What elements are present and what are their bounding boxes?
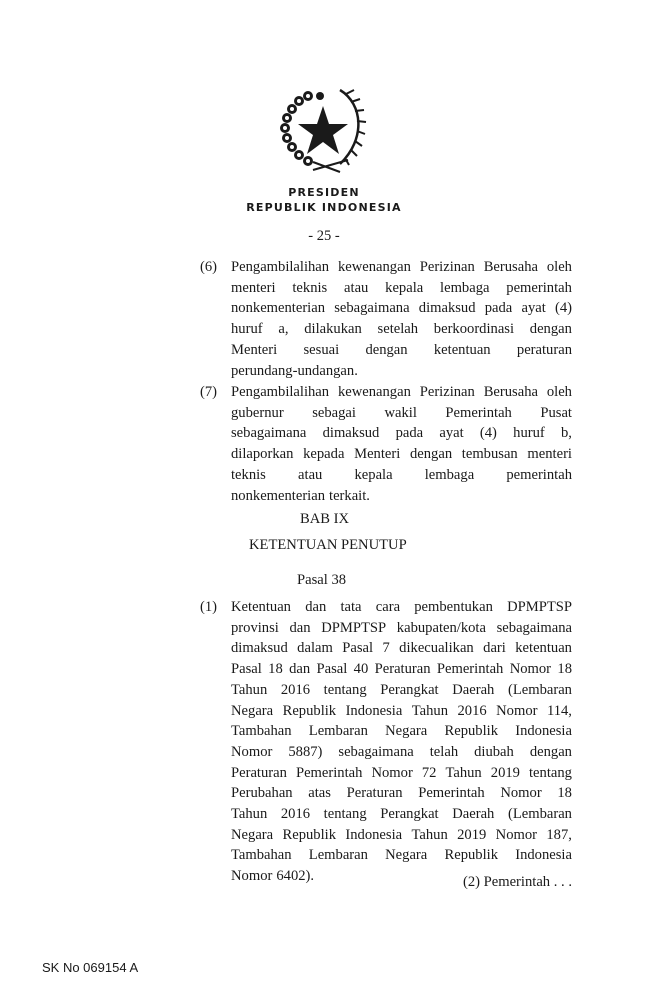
word: Pusat (540, 404, 572, 421)
word: tentang (323, 681, 367, 698)
text-line (231, 444, 572, 465)
text-line (231, 423, 572, 444)
text-line (231, 319, 572, 340)
word: terkait. (329, 487, 370, 504)
word: (Lembaran (507, 806, 572, 823)
word: oleh (546, 259, 572, 275)
word: kepala (354, 466, 393, 483)
word: dari (483, 640, 506, 657)
word: dan (305, 599, 327, 615)
word: Nomor (371, 764, 413, 781)
word: Nomor (496, 702, 538, 719)
word: Daerah (452, 681, 495, 698)
word: huruf (231, 321, 263, 338)
word: Republik (444, 847, 498, 864)
word: berkoordinasi (433, 321, 515, 338)
word: nonkementerian (231, 487, 326, 504)
word: 18 (557, 661, 572, 678)
word: dimaksud (231, 640, 288, 657)
word: lembaga (440, 279, 490, 296)
paragraph-1 (200, 597, 572, 887)
word: Lembaran (308, 847, 368, 864)
word: Nomor (231, 868, 273, 885)
text-line (231, 618, 572, 639)
word: 2019 (490, 764, 520, 781)
word: Negara (231, 826, 274, 843)
word: perundang-undangan. (231, 362, 358, 379)
word: dimaksud (322, 425, 380, 442)
word: 6402). (276, 868, 315, 885)
word: Perizinan (419, 259, 475, 275)
word: Negara (231, 702, 274, 719)
text-line (231, 845, 572, 866)
word: Menteri (231, 341, 278, 358)
word: a, (278, 321, 289, 338)
word: ketentuan (515, 640, 572, 657)
paragraph-number: (6) (200, 259, 218, 275)
word: Daerah (452, 806, 495, 823)
word: pemerintah (506, 466, 572, 483)
word: 18 (268, 661, 283, 678)
text-line (231, 382, 572, 403)
paragraph-number: (1) (200, 599, 218, 615)
word: menteri (231, 279, 276, 296)
word: 2016 (280, 681, 311, 698)
word: atau (344, 279, 369, 296)
word: 2016 (457, 702, 487, 719)
word: tentang (323, 806, 367, 823)
word: sesuai (303, 341, 340, 358)
word: 2019 (457, 826, 487, 843)
word: Tahun (445, 764, 482, 781)
word: Republik (282, 826, 337, 843)
word: dalam (297, 640, 333, 657)
paragraph-number: (7) (200, 384, 218, 400)
word: ayat (439, 425, 464, 442)
text-line (231, 340, 572, 361)
word: Pengambilalihan (231, 259, 330, 275)
word: Perubahan (231, 785, 293, 802)
word: Pengambilalihan (231, 384, 330, 400)
word: kabupaten/kota (396, 619, 486, 636)
word: dengan (409, 446, 453, 463)
word: (Lembaran (507, 681, 572, 698)
word: setelah (377, 321, 419, 338)
word: dilaporkan (231, 446, 294, 463)
presidential-emblem (268, 84, 378, 180)
text-line (231, 278, 572, 299)
text-line (231, 701, 572, 722)
word: provinsi (231, 619, 279, 636)
word: Nomor (500, 785, 542, 802)
word: 18 (557, 785, 572, 802)
text-line (231, 638, 572, 659)
word: Indonesia (515, 847, 572, 864)
word: Pemerintah (418, 785, 485, 802)
word: wakil (384, 404, 417, 421)
word: Pemerintah (295, 764, 363, 781)
word: teknis (231, 466, 266, 483)
word: Nomor (231, 743, 273, 760)
word: Berusaha (483, 259, 538, 275)
text-line (231, 742, 572, 763)
word: Tahun (231, 806, 268, 823)
chapter-title: KETENTUAN PENUTUP (249, 537, 407, 553)
text-line (231, 361, 572, 382)
word: Peraturan (374, 661, 431, 678)
word: gubernur (231, 404, 284, 421)
chapter-heading: BAB IX (300, 511, 350, 527)
word: Negara (385, 723, 428, 740)
word: Republik (282, 702, 337, 719)
word: Tahun (231, 681, 268, 698)
word: Tahun (411, 826, 448, 843)
word: Tambahan (231, 723, 292, 740)
word: Indonesia (515, 723, 572, 740)
word: dilakukan (304, 321, 362, 338)
word: dengan (529, 743, 572, 760)
word: DPMPTSP (507, 599, 572, 615)
word: Pasal (231, 661, 262, 678)
word: kewenangan (337, 259, 411, 275)
word: atas (308, 785, 331, 802)
text-line (231, 465, 572, 486)
word: tentang (528, 764, 572, 781)
text-line (231, 298, 572, 319)
word: Pemerintah (436, 661, 504, 678)
text-line (231, 597, 572, 618)
word: pada (395, 425, 424, 442)
word: ayat (521, 300, 546, 317)
word: sebagaimana (334, 300, 410, 317)
word: Nomor (509, 661, 552, 678)
word: Nomor (495, 826, 538, 843)
word: Ketentuan (231, 599, 291, 615)
text-line (231, 257, 572, 278)
paragraph-7 (200, 382, 572, 506)
word: Peraturan (231, 764, 287, 781)
word: dan (289, 619, 311, 636)
page-number: - 25 - (308, 228, 340, 244)
word: sebagaimana (338, 743, 414, 760)
word: menteri (527, 446, 572, 463)
text-line (231, 403, 572, 424)
word: Negara (385, 847, 428, 864)
word: (4) (479, 425, 497, 442)
word: Tambahan (231, 847, 292, 864)
word: ketentuan (433, 341, 491, 358)
word: pembentukan (414, 599, 493, 615)
word: diubah (474, 743, 514, 760)
word: Republik (444, 723, 498, 740)
word: b, (560, 425, 572, 442)
word: peraturan (516, 341, 572, 358)
footer-code: SK No 069154 A (42, 960, 139, 975)
word: dengan (365, 341, 408, 358)
word: Tahun (411, 702, 449, 719)
word: kepada (303, 446, 345, 463)
word: tembusan (461, 446, 518, 463)
word: dengan (529, 321, 572, 338)
word: huruf (513, 425, 545, 442)
word: Pemerintah (445, 404, 512, 421)
word: DPMPTSP (321, 619, 387, 636)
header-presiden: PRESIDEN (288, 186, 360, 199)
word: sebagaimana (496, 619, 572, 636)
word: teknis (292, 279, 328, 296)
word: kepala (385, 279, 424, 296)
word: Indonesia (345, 702, 403, 719)
word: lembaga (424, 466, 475, 483)
text-line (231, 763, 572, 784)
text-line (231, 783, 572, 804)
word: sebagai (312, 404, 356, 421)
word: oleh (546, 384, 572, 400)
word: 5887) (288, 743, 323, 760)
word: dikecualikan (399, 640, 474, 657)
word: 2016 (280, 806, 311, 823)
text-line (231, 721, 572, 742)
word: Berusaha (483, 384, 538, 400)
word: kewenangan (337, 384, 411, 400)
word: Pasal (342, 640, 374, 657)
word: Perangkat (380, 806, 439, 823)
word: Perizinan (419, 384, 475, 400)
word: 40 (353, 661, 369, 678)
word: 114, (546, 702, 572, 719)
text-line (231, 680, 572, 701)
word: 187, (546, 826, 572, 843)
text-line (231, 486, 572, 507)
text-line (231, 659, 572, 680)
word: dimaksud (418, 300, 476, 317)
word: tata (340, 599, 362, 615)
continuation-note: (2) Pemerintah . . . (462, 874, 572, 890)
word: Menteri (354, 446, 401, 463)
text-line (231, 825, 572, 846)
word: Pasal (316, 661, 348, 678)
word: 7 (382, 640, 390, 657)
word: Indonesia (345, 826, 403, 843)
word: pada (484, 300, 513, 317)
word: nonkementerian (231, 300, 326, 317)
word: Lembaran (308, 723, 368, 740)
word: sebagaimana (231, 425, 307, 442)
word: Perangkat (380, 681, 439, 698)
text-line (231, 804, 572, 825)
word: dan (289, 661, 311, 678)
article-heading: Pasal 38 (297, 572, 347, 588)
word: telah (429, 743, 459, 760)
word: Peraturan (346, 785, 403, 802)
word: atau (298, 466, 323, 483)
paragraph-6 (200, 257, 572, 381)
word: cara (375, 599, 401, 615)
header-republik-indonesia: REPUBLIK INDONESIA (246, 201, 402, 214)
word: (4) (554, 300, 572, 317)
word: pemerintah (506, 279, 572, 296)
word: 72 (421, 764, 437, 781)
